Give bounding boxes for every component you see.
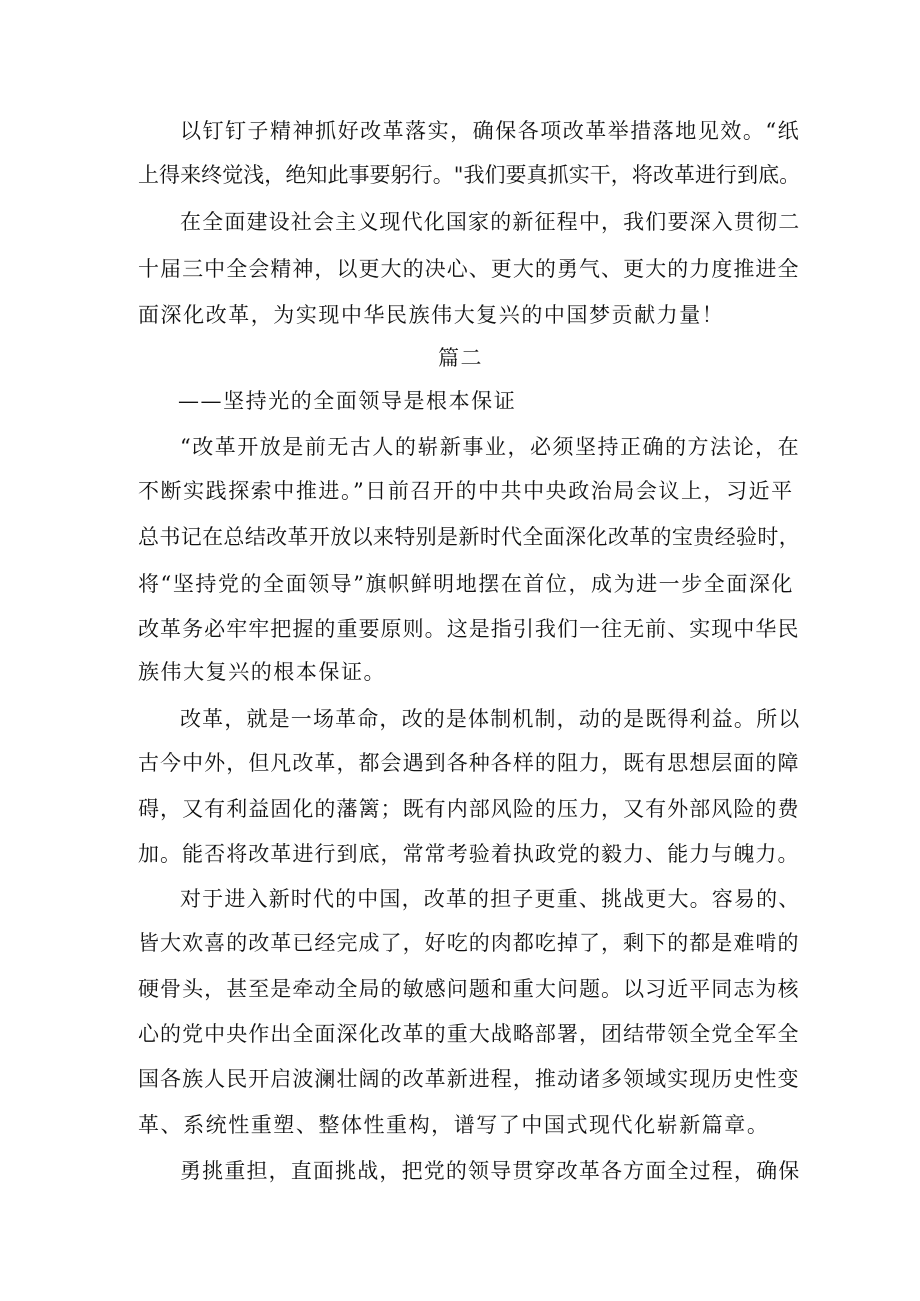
paragraph-line: 在全面建设社会主义现代化国家的新征程中，我们要深入贯彻二 xyxy=(180,210,801,234)
paragraph-line: 上得来终觉浅，绝知此事要躬行。"我们要真抓实干，将改革进行到底。 xyxy=(138,163,801,187)
paragraph-line: 古今中外，但凡改革，都会遇到各种各样的阻力，既有思想层面的障 xyxy=(138,751,800,775)
paragraph-line: 皆大欢喜的改革已经完成了，好吃的肉都吃掉了，剩下的都是难啃的 xyxy=(138,931,800,955)
paragraph-line: 将“坚持党的全面领导”旗帜鲜明地摆在首位，成为进一步全面深化 xyxy=(138,572,794,596)
paragraph-line: 以钉钉子精神抓好改革落实，确保各项改革举措落地见效。“纸 xyxy=(180,119,801,143)
paragraph-line: 对于进入新时代的中国，改革的担子更重、挑战更大。容易的、 xyxy=(180,887,801,911)
paragraph-line: 改革，就是一场革命，改的是体制机制，动的是既得利益。所以 xyxy=(180,707,801,731)
paragraph-line: 十届三中全会精神，以更大的决心、更大的勇气、更大的力度推进全 xyxy=(138,257,800,281)
paragraph-line: 勇挑重担，直面挑战，把党的领导贯穿改革各方面全过程，确保 xyxy=(180,1159,801,1183)
paragraph-line: 国各族人民开启波澜壮阔的改革新进程，推动诸多领域实现历史性变 xyxy=(138,1067,800,1091)
paragraph-line: 总书记在总结改革开放以来特别是新时代全面深化改革的宝贵经验时， xyxy=(138,525,801,549)
paragraph-line: 硬骨头，甚至是牵动全局的敏感问题和重大问题。以习近平同志为核 xyxy=(138,977,800,1001)
paragraph-line: 面深化改革，为实现中华民族伟大复兴的中国梦贡献力量！ xyxy=(138,303,725,327)
paragraph-line: 族伟大复兴的根本保证。 xyxy=(138,660,387,684)
paragraph-line: 革、系统性重塑、整体性重构，谱写了中国式现代化崭新篇章。 xyxy=(138,1113,770,1137)
paragraph-line: 不断实践探索中推进。”日前召开的中共中央政治局会议上，习近平 xyxy=(138,479,794,503)
paragraph-line: 心的党中央作出全面深化改革的重大战略部署，团结带领全党全军全 xyxy=(138,1022,800,1046)
paragraph-line: 加。能否将改革进行到底，常常考验着执政党的毅力、能力与魄力。 xyxy=(138,842,800,866)
paragraph-line: “改革开放是前无古人的崭新事业，必须坚持正确的方法论，在 xyxy=(180,435,801,459)
section-subtitle: ——坚持光的全面领导是根本保证 xyxy=(178,389,517,413)
section-heading: 篇二 xyxy=(438,346,484,370)
paragraph-line: 碍，又有利益固化的藩篱；既有内部风险的压力，又有外部风险的费 xyxy=(138,797,800,821)
paragraph-line: 改革务必牢牢把握的重要原则。这是指引我们一往无前、实现中华民 xyxy=(138,617,800,641)
